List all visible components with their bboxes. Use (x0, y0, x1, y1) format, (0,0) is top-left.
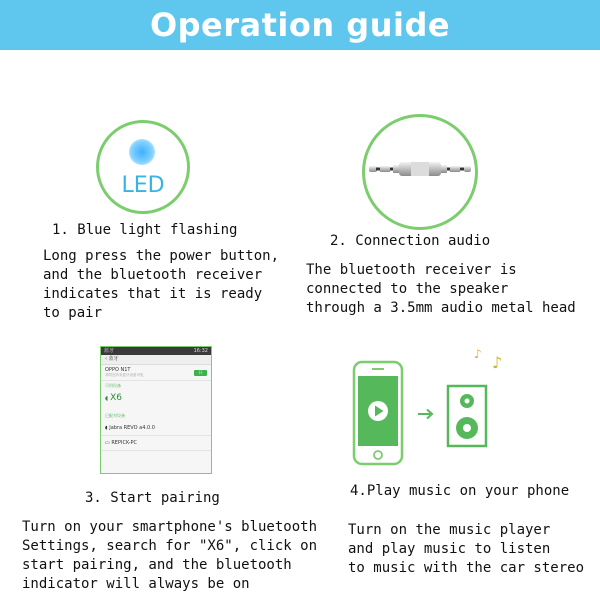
found-device-name: X6 (110, 393, 122, 403)
bluetooth-settings-screenshot (100, 346, 212, 474)
settings-header (101, 355, 211, 365)
settings-header-title: 蓝牙 (108, 356, 119, 362)
own-device-name: OPPO N1T (105, 367, 131, 373)
svg-text:♪: ♪ (474, 347, 482, 361)
led-label: LED (121, 173, 165, 198)
bluetooth-toggle: 开 (194, 370, 207, 376)
arrow-right-icon (418, 410, 432, 419)
svg-text:♪: ♪ (492, 353, 503, 372)
phone-status-bar (101, 347, 211, 355)
own-device-sub: 对附近所有蓝牙设备可见 (105, 373, 144, 377)
step-2-description: The bluetooth receiver is connected to the speaker through a 3.5mm audio metal head (306, 262, 576, 316)
step-4-description: Turn on the music player and play music to listen to music with the car stereo (348, 522, 585, 576)
step-1-title: 1. Blue light flashing (52, 222, 238, 238)
status-left: 蓝牙 (104, 348, 115, 354)
audio-jack-icon (365, 117, 475, 227)
step-1-description: Long press the power button, and the bluetooth receiver indicates that it is ready to pair (43, 248, 280, 321)
step-3-description: Turn on your smartphone's bluetooth Settings, search for "X6", click on start pairing, and the bluetooth indicator will always be on (22, 519, 318, 592)
found-device-x6 (101, 391, 211, 405)
paired-device-row (101, 421, 211, 436)
play-music-illustration (346, 344, 512, 468)
header-banner (0, 0, 600, 50)
back-arrow-icon: ‹ (105, 356, 109, 362)
paired-device-name: REPICK-PC (111, 440, 138, 446)
audio-cable-illustration (362, 114, 478, 230)
available-section-label: 可用设备 (105, 383, 121, 388)
page-title: Operation guide (149, 6, 451, 44)
headset-icon: ◖ (105, 425, 110, 431)
blue-light-glow-icon (129, 139, 155, 165)
paired-section-label: 已配对设备 (105, 413, 125, 418)
own-device-row (101, 365, 211, 381)
headset-icon: ◖ (105, 395, 111, 402)
paired-device-row (101, 436, 211, 451)
music-note-icon (474, 347, 502, 372)
status-clock: 16:32 (193, 348, 208, 354)
play-button-icon (368, 401, 388, 421)
paired-device-name: Jabra REVO a4.0.0 (109, 425, 155, 431)
step-3-title: 3. Start pairing (85, 490, 220, 506)
led-indicator-illustration (96, 120, 190, 214)
speaker-icon (448, 386, 486, 446)
computer-icon: ▭ (105, 440, 112, 446)
step-2-title: 2. Connection audio (330, 233, 491, 249)
step-4-title: 4.Play music on your phone (350, 483, 570, 499)
